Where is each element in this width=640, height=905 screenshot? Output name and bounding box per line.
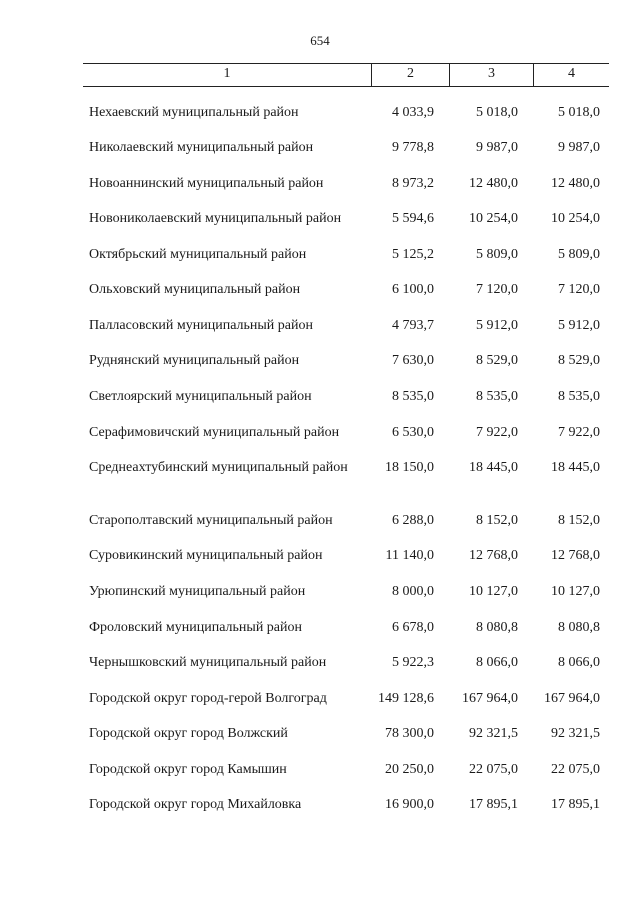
row-name: Чернышковский муниципальный район (89, 655, 327, 670)
row-name: Городской округ город-герой Волгоград (89, 691, 327, 706)
row-name: Суровикинский муниципальный район (89, 548, 323, 563)
row-value-c3: 7 922,0 (476, 425, 518, 440)
row-value-c2: 8 535,0 (392, 389, 434, 404)
row-name: Старополтавский муниципальный район (89, 513, 333, 528)
row-value-c3: 8 529,0 (476, 353, 518, 368)
column-header-4: 4 (568, 66, 575, 81)
row-value-c3: 18 445,0 (469, 460, 518, 475)
row-value-c4: 8 080,8 (558, 620, 600, 635)
row-name: Нехаевский муниципальный район (89, 105, 299, 120)
row-value-c3: 10 254,0 (469, 211, 518, 226)
row-value-c2: 7 630,0 (392, 353, 434, 368)
row-name: Новониколаевский муниципальный район (89, 211, 342, 226)
row-value-c2: 5 125,2 (392, 247, 434, 262)
row-value-c2: 8 973,2 (392, 176, 434, 191)
row-name: Городской округ город Михайловка (89, 797, 302, 812)
row-value-c4: 5 912,0 (558, 318, 600, 333)
row-value-c2: 16 900,0 (385, 797, 434, 812)
row-value-c3: 7 120,0 (476, 282, 518, 297)
page-number: 654 (310, 33, 330, 48)
row-value-c2: 20 250,0 (385, 762, 434, 777)
row-value-c4: 9 987,0 (558, 140, 600, 155)
row-name: Новоаннинский муниципальный район (89, 176, 324, 191)
row-value-c2: 149 128,6 (378, 691, 434, 706)
row-value-c2: 5 594,6 (392, 211, 434, 226)
row-value-c3: 12 480,0 (469, 176, 518, 191)
row-value-c4: 12 480,0 (551, 176, 600, 191)
header-bottom-rule (83, 86, 609, 87)
row-value-c4: 7 120,0 (558, 282, 600, 297)
row-value-c4: 10 127,0 (551, 584, 600, 599)
row-value-c4: 167 964,0 (544, 691, 600, 706)
row-value-c4: 5 018,0 (558, 105, 600, 120)
row-value-c3: 10 127,0 (469, 584, 518, 599)
row-value-c3: 5 809,0 (476, 247, 518, 262)
row-value-c3: 5 018,0 (476, 105, 518, 120)
row-value-c3: 9 987,0 (476, 140, 518, 155)
row-value-c4: 22 075,0 (551, 762, 600, 777)
column-header-3: 3 (488, 66, 495, 81)
row-value-c4: 7 922,0 (558, 425, 600, 440)
row-value-c2: 11 140,0 (385, 548, 434, 563)
row-value-c4: 17 895,1 (551, 797, 600, 812)
row-value-c3: 12 768,0 (469, 548, 518, 563)
row-value-c3: 8 066,0 (476, 655, 518, 670)
row-value-c2: 6 100,0 (392, 282, 434, 297)
row-name: Фроловский муниципальный район (89, 620, 303, 635)
row-value-c2: 6 288,0 (392, 513, 434, 528)
row-value-c4: 18 445,0 (551, 460, 600, 475)
row-value-c3: 8 080,8 (476, 620, 518, 635)
row-value-c2: 6 530,0 (392, 425, 434, 440)
row-name: Городской округ город Камышин (89, 762, 287, 777)
row-value-c2: 78 300,0 (385, 726, 434, 741)
row-name: Среднеахтубинский муниципальный район (89, 460, 348, 475)
row-value-c4: 8 066,0 (558, 655, 600, 670)
row-value-c2: 4 033,9 (392, 105, 434, 120)
row-value-c2: 18 150,0 (385, 460, 434, 475)
row-name: Серафимовичский муниципальный район (89, 425, 340, 440)
column-header-1: 1 (223, 66, 231, 81)
header-top-rule (83, 63, 609, 64)
row-value-c4: 8 529,0 (558, 353, 600, 368)
row-value-c2: 8 000,0 (392, 584, 434, 599)
row-value-c3: 22 075,0 (469, 762, 518, 777)
column-header-2: 2 (407, 66, 414, 81)
row-value-c3: 5 912,0 (476, 318, 518, 333)
row-value-c2: 5 922,3 (392, 655, 434, 670)
row-value-c2: 9 778,8 (392, 140, 434, 155)
row-name: Николаевский муниципальный район (89, 140, 314, 155)
row-value-c4: 8 152,0 (558, 513, 600, 528)
row-value-c3: 8 152,0 (476, 513, 518, 528)
row-value-c3: 17 895,1 (469, 797, 518, 812)
row-value-c2: 4 793,7 (392, 318, 434, 333)
row-value-c3: 92 321,5 (469, 726, 518, 741)
row-value-c4: 5 809,0 (558, 247, 600, 262)
row-value-c4: 12 768,0 (551, 548, 600, 563)
row-name: Урюпинский муниципальный район (89, 584, 306, 599)
row-value-c4: 92 321,5 (551, 726, 600, 741)
row-name: Светлоярский муниципальный район (89, 389, 312, 404)
row-value-c3: 167 964,0 (462, 691, 518, 706)
row-name: Октябрьский муниципальный район (89, 247, 307, 262)
row-value-c2: 6 678,0 (392, 620, 434, 635)
row-name: Руднянский муниципальный район (89, 353, 300, 368)
row-name: Палласовский муниципальный район (89, 318, 313, 333)
row-name: Ольховский муниципальный район (89, 282, 301, 297)
row-name: Городской округ город Волжский (89, 726, 288, 741)
row-value-c4: 10 254,0 (551, 211, 600, 226)
row-value-c3: 8 535,0 (476, 389, 518, 404)
row-value-c4: 8 535,0 (558, 389, 600, 404)
